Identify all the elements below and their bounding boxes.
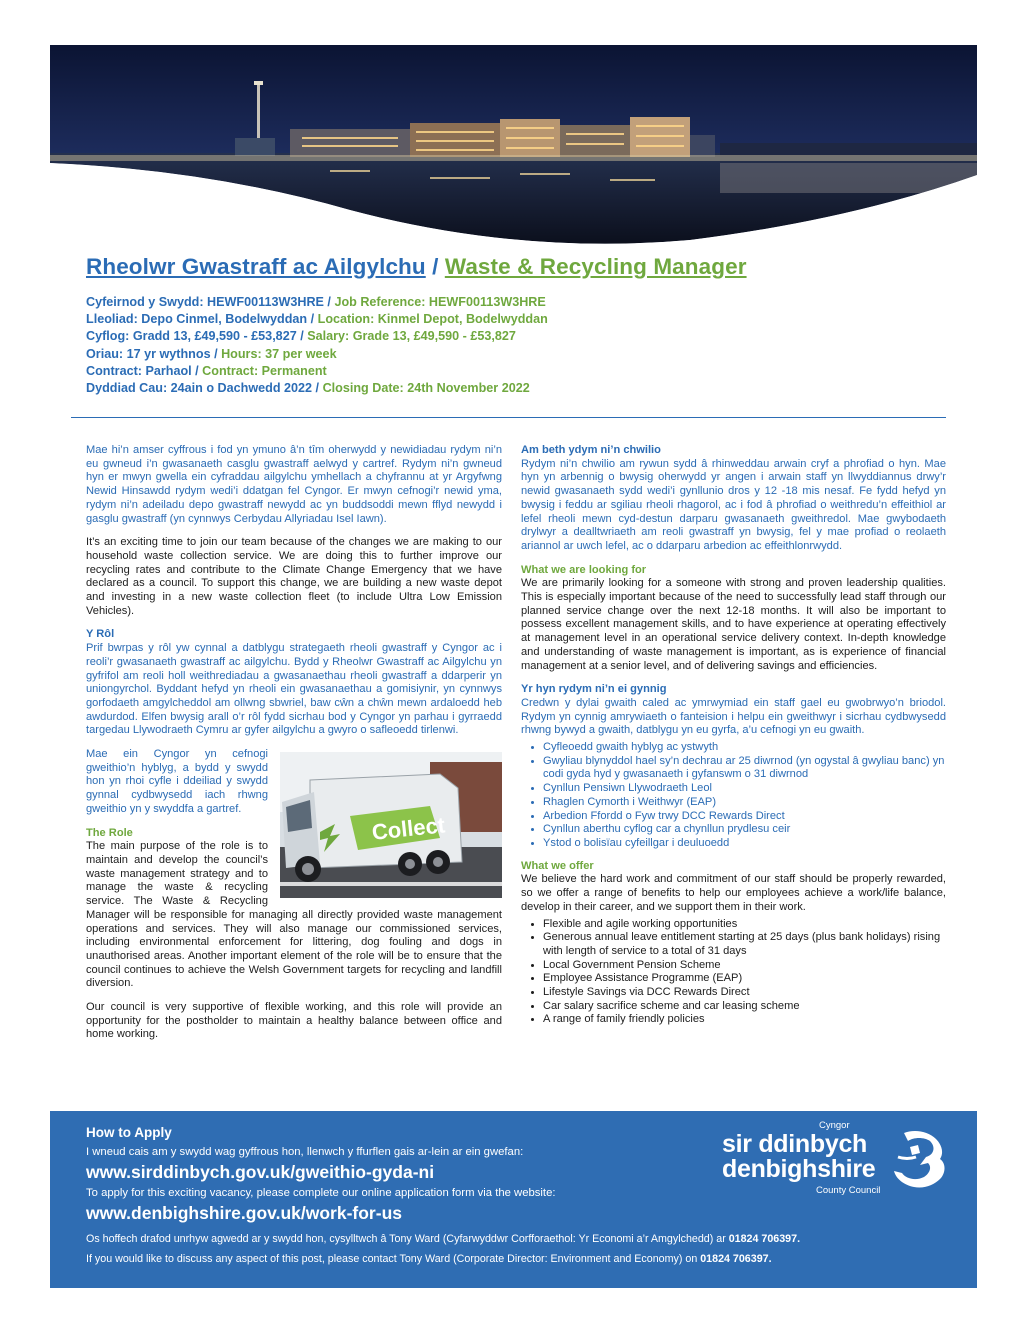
contact-text-english: If you would like to discuss any aspect of this post, please contact Tony Ward (Corporate Director: Environment and Economy) on — [86, 1253, 701, 1265]
list-item: • Employee Assistance Programme (EAP) — [543, 972, 946, 986]
detail-separator: / — [210, 346, 222, 361]
intro-welsh: Mae hi’n amser cyffrous i fod yn ymuno â’n tîm oherwydd y newidiadau rydym ni’n eu gwneud i’n gwasanaeth casglu gwastraff aelwyd y cartref. Rydym ni’n gwneud hyn er mwyn gwella ein cyfraddau ailgylchu ymhellach a chyfrannu at yr Argyfwng Newid Hinsawdd rydym wedi’i ddatgan fel Cyngor. Er mwyn cefnogi’r newid yma, rydym ni’n adeiladu depo gwastraff newydd ac yn buddsoddi mewn fflyd newydd i gasglu gwastraff (yn cynnwys Cerbydau Allyriadau Isel Iawn). — [86, 444, 502, 525]
flexible-working-english: Our council is very supportive of flexible working, and this role will provide an opportunity for the postholder to maintain a healthy balance between office and home working. — [86, 1001, 502, 1041]
list-item: • Cynllun Pensiwn Llywodraeth Leol — [543, 782, 946, 796]
job-title-welsh: Rheolwr Gwastraff ac Ailgylchu — [86, 254, 426, 279]
closing-date — [86, 380, 946, 397]
list-item: • Car salary sacrifice scheme and car leasing scheme — [543, 1000, 946, 1014]
role-text-welsh: Prif bwrpas y rôl yw cynnal a datblygu strategaeth rheoli gwastraff y Cyngor ac i reoli’r gwasanaeth gwastraff ac ailgylchu. Bydd y Rheolwr Gwastraff ac Ailgylchu yn gyfrifol am reoli holl weithrediadau a gwasanaethau rheoli gwastraff a ddarperir yn uniongyrchol. Byddant hefyd yn rheoli ein gwasanaethau a gomisiynir, yn cynnwys gorfodaeth amgylcheddol am ollwng sbwriel, baw cŵn a chŵn mewn ardaloedd heb awdurdod. Elfen bwysig arall o’r rôl fydd sicrhau bod y Cyngor yn parhau i gyrraedd targedau Llywodraeth Cymru ar gyfer ailgylchu a gwyro o safleoedd tirlenwi. — [86, 642, 502, 737]
job-contract-english: Contract: Permanent — [202, 363, 327, 378]
how-to-apply-panel — [50, 1111, 977, 1288]
closing-date-welsh: Dyddiad Cau: 24ain o Dachwedd 2022 — [86, 381, 313, 396]
job-reference-welsh: Cyfeirnod y Swydd: HEWF00113W3HRE — [86, 295, 324, 309]
list-item: • Ystod o bolisïau cyfeillgar i deuluoedd — [543, 837, 946, 851]
job-title — [86, 254, 946, 280]
how-to-apply-heading: How to Apply — [86, 1125, 172, 1140]
collection-truck-image — [280, 752, 502, 898]
title-separator: / — [425, 254, 445, 279]
phone-number: 01824 706397. — [700, 1253, 772, 1265]
list-item: • Lifestyle Savings via DCC Rewards Direct — [543, 986, 946, 1000]
job-reference — [86, 294, 946, 311]
right-column — [521, 444, 946, 1036]
job-hours-english: Hours: 37 per week — [221, 346, 337, 361]
logo-cyngor: Cyngor — [819, 1120, 850, 1131]
council-logo — [722, 1119, 952, 1209]
job-details — [86, 294, 946, 397]
truck-collect-text: Collect — [370, 812, 447, 845]
job-contract — [86, 363, 946, 380]
list-item: • Rhaglen Cymorth i Weithwyr (EAP) — [543, 796, 946, 810]
logo-county-council: County Council — [816, 1185, 881, 1196]
looking-for-heading-welsh: Am beth ydym ni’n chwilio — [521, 444, 661, 456]
apply-instruction-welsh: I wneud cais am y swydd wag gyffrous hon, llenwch y ffurflen gais ar-lein ar ein gwefan: — [86, 1146, 524, 1158]
offer-heading-welsh: Yr hyn rydym ni’n ei gynnig — [521, 683, 667, 696]
apply-instruction-english: To apply for this exciting vacancy, please complete our online application form via the website: — [86, 1187, 556, 1199]
list-item: • Flexible and agile working opportunities — [543, 918, 946, 932]
contact-text-welsh: Os hoffech drafod unrhyw agwedd ar y swydd hon, cysylltwch â Tony Ward (Cyfarwyddwr Corfforaethol: Yr Economi a’r Amgylchedd) ar — [86, 1233, 729, 1245]
job-title-english: Waste & Recycling Manager — [444, 254, 747, 279]
job-location-english: Location: Kinmel Depot, Bodelwyddan — [317, 312, 548, 327]
closing-date-english: Closing Date: 24th November 2022 — [322, 381, 530, 396]
job-salary-english: Salary: Grade 13, £49,590 - £53,827 — [307, 329, 516, 344]
looking-for-text-welsh: Rydym ni’n chwilio am rywun sydd â rhinweddau arwain cryf a phrofiad o hyn. Mae hyn yn arbennig o bwysig oherwydd yr angen i arwain staff yn llwyddiannus drwy’r newid gwasanaeth sydd wedi’i gynllunio dros y 12 -18 mis nesaf. Fe fydd hefyd yn bwysig i feddu ar sgiliau rheoli rhagorol, ac i fod â phrofiad o weithredu’n effeithiol ar lefel rheoli mewn cyd-destun darparu gwasanaeth gweithredol. Mae gwybodaeth drylwyr a dealltwriaeth am reoli gwastraff yn bwysig, fel y mae profiad o reolaeth ariannol ar uwch lefel, ac o ddarparu arbedion ac effeithlonrwydd. — [521, 457, 946, 552]
list-item: • A range of family friendly policies — [543, 1013, 946, 1027]
detail-separator: / — [191, 363, 203, 378]
role-heading-english: The Role — [86, 826, 133, 839]
hero-panorama-image — [50, 45, 977, 245]
role-heading-welsh: Y Rôl — [86, 628, 115, 641]
job-hours — [86, 346, 946, 363]
job-salary — [86, 328, 946, 345]
list-item: • Generous annual leave entitlement starting at 25 days (plus bank holidays) rising with length of service to a total of 31 days — [543, 931, 946, 958]
phone-number: 01824 706397. — [728, 1233, 801, 1245]
benefits-list-welsh — [521, 741, 946, 851]
english-website-link[interactable]: www.denbighshire.gov.uk/work-for-us — [86, 1203, 402, 1223]
list-item: • Gwyliau blynyddol hael sy’n dechrau ar 25 diwrnod (yn ogystal â gwyliau banc) yn codi gyda hyd y gwasanaeth i gyfanswm o 31 diwrnod — [543, 755, 946, 782]
detail-separator: / — [307, 312, 318, 327]
job-location — [86, 311, 946, 328]
role-text-english: The main purpose of the role is to maintain and develop the council’s waste management strategy and to manage the waste & recycling service. The Waste & Recycling Manager will be responsible for managing all directly provided waste management operations and services. They will also manage our commissioned services, including environmental enforcement for littering, dog fouling and dogs in unauthorised areas. Another important element of the role will be to ensure that the council continues to achieve the Welsh Government targets for recycling and landfill diversion. — [86, 840, 502, 990]
benefits-list-english — [521, 918, 946, 1028]
list-item: • Local Government Pension Scheme — [543, 959, 946, 973]
left-column — [86, 444, 502, 1052]
flexible-working-welsh: Mae ein Cyngor yn cefnogi gweithio’n hyblyg, a bydd y swydd hon yn rhoi cyfle i ddeiliad y swydd gynnal cydbwysedd iach rhwng gweithio yn y swyddfa a gartref. — [86, 748, 268, 815]
lion-crest-icon — [890, 1129, 948, 1191]
job-reference-english: Job Reference: HEWF00113W3HRE — [334, 295, 546, 309]
detail-separator: / — [312, 381, 323, 396]
welsh-website-link[interactable]: www.sirddinbych.gov.uk/gweithio-gyda-ni — [86, 1162, 435, 1182]
logo-name-english: denbighshire — [722, 1155, 876, 1183]
list-item: • Cyfleoedd gwaith hyblyg ac ystwyth — [543, 741, 946, 755]
divider — [71, 417, 946, 418]
looking-for-heading-english: What we are looking for — [521, 563, 647, 576]
offer-text-welsh: Credwn y dylai gwaith caled ac ymrwymiad ein staff gael eu gwobrwyo’n briodol. Rydym yn cynnig amrywiaeth o fanteision i helpu ein gweithwyr i sicrhau cydbwysedd rhwng bywyd a gwaith, datblygu yn eu gyrfa, a’u cefnogi yn eu gwaith. — [521, 696, 946, 737]
offer-heading-english: What we offer — [521, 859, 594, 872]
job-salary-welsh: Cyflog: Gradd 13, £49,590 - £53,827 — [86, 329, 297, 344]
job-contract-welsh: Contract: Parhaol — [86, 363, 192, 378]
detail-separator: / — [296, 329, 308, 344]
logo-name-welsh: sir ddinbych — [722, 1130, 868, 1158]
job-location-welsh: Lleoliad: Depo Cinmel, Bodelwyddan — [86, 312, 308, 327]
detail-separator: / — [323, 295, 335, 309]
looking-for-text-english: We are primarily looking for a someone with strong and proven leadership qualities. This is especially important because of the need to successfully lead staff through our planned service change over the next 12-18 months. It will also be important to possess excellent management skills, and to have experience at operating effectively at management level in an operational service delivery context. In-depth knowledge and understanding of waste management is important, as is experience of financial management at a senior level, and of delivering savings and efficiencies. — [521, 577, 946, 672]
offer-text-english: We believe the hard work and commitment of our staff should be properly rewarded, so we offer a range of benefits to help our employees achieve a work/life balance, develop in their career, and we support them in their work. — [521, 873, 946, 913]
list-item: • Arbedion Ffordd o Fyw trwy DCC Rewards Direct — [543, 810, 946, 824]
intro-english: It’s an exciting time to join our team because of the changes we are making to our household waste collection service. We are doing this to further improve our recycling rates and contribute to the Climate Change Emergency that we have declared as a council. To support this change, we are building a new waste depot and investing in a new waste collection fleet (to include Ultra Low Emission Vehicles). — [86, 536, 502, 617]
contact-welsh — [86, 1233, 800, 1245]
list-item: • Cynllun aberthu cyflog car a chynllun prydlesu ceir — [543, 823, 946, 837]
job-hours-welsh: Oriau: 17 yr wythnos — [86, 346, 211, 361]
contact-english — [86, 1253, 772, 1265]
